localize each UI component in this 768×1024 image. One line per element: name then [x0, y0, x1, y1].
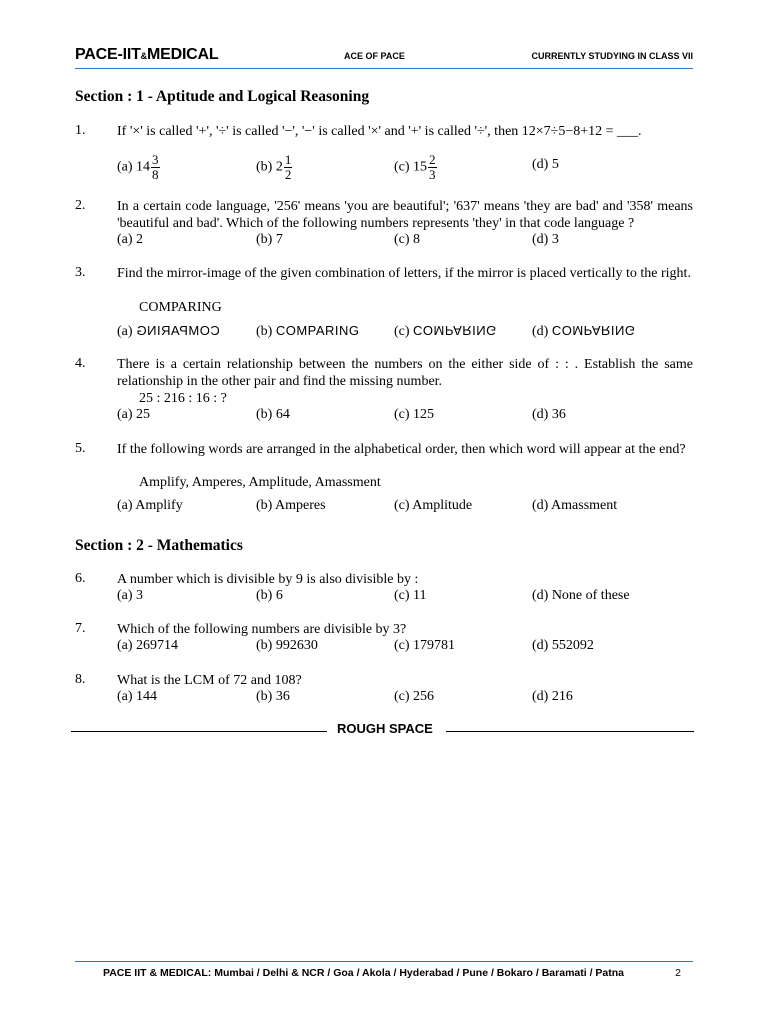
- option-label: (b): [256, 324, 273, 339]
- inverted-word: COMPARING: [551, 323, 636, 338]
- option-d: (d) 552092: [532, 638, 594, 653]
- option-b: (b) 6: [256, 588, 283, 603]
- fraction-denominator: 2: [284, 167, 292, 182]
- option-b: (b) Amperes: [256, 498, 326, 513]
- header-class-label: CURRENTLY STUDYING IN CLASS VII: [531, 51, 693, 61]
- option-d: (d) None of these: [532, 588, 630, 603]
- question-text: What is the LCM of 72 and 108?: [117, 673, 302, 688]
- logo-main: PACE-IIT: [75, 46, 141, 63]
- option-a: (a) 2: [117, 232, 144, 247]
- option-label: (d): [532, 324, 549, 339]
- options-row: [117, 498, 693, 518]
- option-label: (a): [117, 159, 133, 175]
- options-row: [117, 407, 693, 427]
- option-label: (c): [394, 159, 410, 175]
- option-c: [394, 153, 437, 182]
- options-row: [117, 323, 693, 343]
- page-header: [75, 46, 693, 69]
- question-number: 7.: [75, 621, 86, 636]
- page-number: 2: [675, 967, 681, 979]
- option-c: (c) 256: [394, 689, 435, 704]
- option-b: (b) 992630: [256, 638, 318, 653]
- option-label: (d): [532, 157, 549, 172]
- section-title: Section : 2 - Mathematics: [75, 537, 243, 554]
- question-number: 8.: [75, 672, 86, 687]
- option-b: (b) 36: [256, 689, 290, 704]
- option-c: (c) Amplitude: [394, 498, 473, 513]
- option-d: [532, 157, 559, 173]
- question-number: 5.: [75, 441, 86, 456]
- logo-amp: &: [140, 51, 147, 61]
- question-number: 6.: [75, 571, 86, 586]
- question-subtext: Amplify, Amperes, Amplitude, Amassment: [139, 475, 381, 490]
- option-b: (b) 7: [256, 232, 283, 247]
- page-footer: [75, 961, 693, 984]
- options-row: [117, 149, 693, 183]
- option-b: [256, 153, 292, 182]
- option-a: (a) 144: [117, 689, 158, 704]
- option-a: [117, 153, 160, 182]
- pace-logo: [75, 46, 218, 64]
- question-number: 3.: [75, 265, 86, 280]
- option-d: [532, 323, 636, 340]
- option-a: [117, 323, 220, 340]
- option-value: 5: [551, 157, 559, 172]
- option-d: (d) 3: [532, 232, 559, 247]
- option-a: (a) 269714: [117, 638, 179, 653]
- option-label: (a): [117, 324, 133, 339]
- options-row: [117, 232, 693, 252]
- option-c: (c) 8: [394, 232, 421, 247]
- options-row: [117, 638, 693, 658]
- option-a: (a) 25: [117, 407, 151, 422]
- question-text: Find the mirror-image of the given combination of letters, if the mirror is placed vertically to the right.: [117, 266, 691, 281]
- option-c: (c) 11: [394, 588, 427, 603]
- section-title: Section : 1 - Aptitude and Logical Reasoning: [75, 88, 370, 105]
- fraction-numerator: 3: [152, 152, 159, 167]
- mixed-whole: 15: [413, 159, 428, 175]
- option-c: (c) 125: [394, 407, 435, 422]
- inverted-word: COMPARING: [413, 323, 497, 338]
- fraction-numerator: 1: [284, 152, 292, 167]
- option-b: (b) 64: [256, 407, 290, 422]
- logo-sub: MEDICAL: [146, 46, 219, 63]
- question-text: A number which is divisible by 9 is also divisible by :: [117, 572, 419, 587]
- fraction: [284, 153, 293, 182]
- question-text: There is a certain relationship between the numbers on the either side of : : . Establish the same relationship in the other pair and find the missing number.: [117, 357, 693, 389]
- question-text: If the following words are arranged in the alphabetical order, then which word will appear at the end?: [117, 442, 686, 457]
- fraction: [151, 153, 160, 182]
- option-c: [394, 323, 497, 340]
- fraction-denominator: 8: [152, 167, 159, 182]
- question-text: In a certain code language, '256' means 'you are beautiful'; '637' means 'they are bad' and '358' means 'beautiful and bad'. Which of the following numbers represents 'they' in that code language ?: [117, 199, 693, 231]
- option-d: (d) 36: [532, 407, 566, 422]
- mirrored-word: COMPARING: [136, 323, 220, 338]
- option-a: (a) 3: [117, 588, 144, 603]
- question-number: 1.: [75, 123, 86, 138]
- fraction-numerator: 2: [429, 152, 436, 167]
- option-b: [256, 323, 360, 340]
- option-d: (d) Amassment: [532, 498, 618, 513]
- option-label: (b): [256, 159, 273, 175]
- option-c: (c) 179781: [394, 638, 456, 653]
- option-label: (c): [394, 324, 410, 339]
- options-row: [117, 689, 693, 709]
- options-row: [117, 588, 693, 608]
- rough-space-label: ROUGH SPACE: [337, 721, 433, 736]
- mixed-whole: 14: [136, 159, 151, 175]
- option-a: (a) Amplify: [117, 498, 183, 513]
- fraction-denominator: 3: [429, 167, 436, 182]
- divider-line: [446, 731, 694, 732]
- distorted-word: COMPARING: [275, 323, 360, 338]
- question-number: 2.: [75, 198, 86, 213]
- question-text: If '×' is called '+', '÷' is called '−', '−' is called '×' and '+' is called '÷', then 12×7÷5−8+12 = ___.: [117, 124, 642, 139]
- question-text: Which of the following numbers are divisible by 3?: [117, 622, 407, 637]
- option-d: (d) 216: [532, 689, 573, 704]
- mixed-whole: 2: [275, 159, 283, 175]
- divider-line: [71, 731, 327, 732]
- rough-space-divider: [71, 719, 694, 739]
- question-number: 4.: [75, 356, 86, 371]
- question-subtext: COMPARING: [139, 300, 222, 315]
- footer-centers: PACE IIT & MEDICAL: Mumbai / Delhi & NCR / Goa / Akola / Hyderabad / Pune / Bokaro / Baramati / Patna: [103, 967, 625, 979]
- question-subtext: 25 : 216 : 16 : ?: [139, 391, 227, 406]
- header-center-title: ACE OF PACE: [344, 51, 405, 61]
- fraction: [428, 153, 437, 182]
